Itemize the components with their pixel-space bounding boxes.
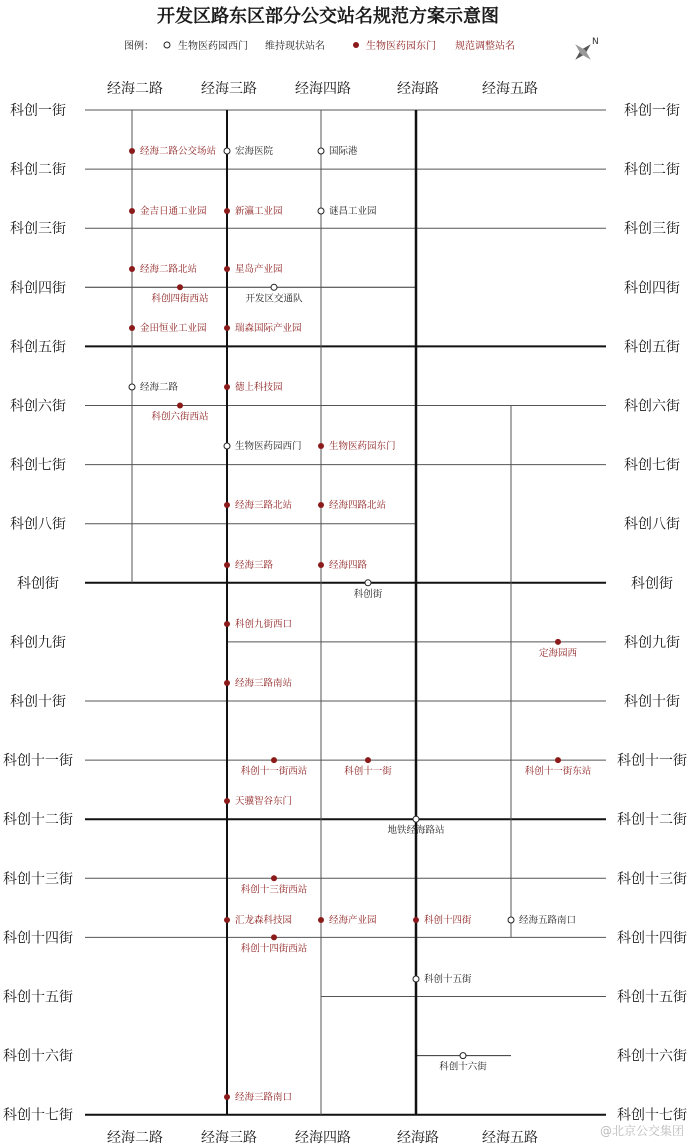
bus-stop	[224, 440, 302, 452]
bus-stop	[129, 145, 217, 157]
map-title: 开发区路东区部分公交站名规范方案示意图	[157, 6, 499, 27]
stop-label: 科创十六街	[439, 1061, 487, 1073]
stop-label: 经海四路北站	[329, 500, 387, 511]
street-label-right: 科创十二街	[617, 812, 687, 829]
legend-adjust-desc: 规范调整站名	[455, 41, 515, 52]
street-label-left: 科创八街	[10, 516, 66, 533]
street-label-left: 科创十七街	[3, 1107, 73, 1124]
stop-label: 经海二路	[140, 382, 179, 393]
stop-keep-marker	[508, 917, 514, 923]
bus-stop	[318, 499, 387, 511]
bus-stops	[129, 145, 592, 1103]
bus-stop	[129, 381, 179, 393]
bus-stop	[224, 618, 292, 630]
bus-stop	[129, 322, 207, 334]
road-network	[85, 110, 606, 1115]
stop-label: 经海五路南口	[519, 915, 577, 926]
street-label-right: 科创七街	[624, 457, 680, 474]
street-label-right: 科创一街	[624, 103, 680, 119]
stop-label: 金吉日通工业园	[140, 206, 207, 217]
stop-label: 科创十一街	[344, 766, 392, 778]
stop-label: 科创十五街	[424, 974, 472, 985]
stop-adjust-marker	[177, 403, 183, 409]
bus-stop	[318, 145, 358, 157]
street-label-right: 科创十一街	[617, 753, 687, 770]
road-label-jh3-top: 经海三路	[201, 81, 257, 97]
street-label-left: 科创十街	[10, 694, 66, 710]
stop-label: 经海四路	[329, 560, 368, 571]
stop-keep-marker	[224, 148, 230, 154]
street-label-right: 科创街	[631, 575, 673, 592]
watermark: @北京公交集团	[599, 1124, 684, 1138]
street-label-left: 科创十六街	[3, 1048, 73, 1065]
stop-adjust-marker	[224, 384, 230, 390]
stop-adjust-marker	[224, 208, 230, 214]
stop-keep-marker	[224, 443, 230, 449]
stop-adjust-marker	[129, 266, 135, 272]
street-label-right: 科创二街	[624, 162, 680, 179]
stop-label: 科创十四街西站	[240, 943, 308, 955]
bus-stop	[224, 205, 283, 217]
bus-stop	[318, 440, 396, 452]
stop-adjust-marker	[224, 562, 230, 568]
street-label-left: 科创四街	[10, 280, 66, 297]
street-label-left: 科创九街	[10, 634, 66, 651]
stop-adjust-marker	[365, 757, 371, 763]
bus-stop	[318, 559, 368, 571]
bus-stop	[129, 263, 198, 275]
street-label-right: 科创十四街	[617, 930, 687, 947]
stop-label: 星岛产业园	[235, 264, 283, 275]
bus-stop	[413, 914, 472, 926]
stop-adjust-marker	[413, 917, 419, 923]
road-label-jh3-bottom: 经海三路	[201, 1130, 257, 1146]
stop-label: 科创六街西站	[151, 411, 209, 423]
road-label-jh5-bottom: 经海五路	[482, 1130, 538, 1146]
stop-label: 瑞森国际产业园	[235, 323, 302, 334]
street-label-left: 科创街	[17, 575, 59, 592]
legend-prefix: 图例：	[124, 41, 154, 52]
stop-label: 新瀛工业园	[235, 206, 283, 217]
bus-stop	[129, 205, 207, 217]
stop-adjust-marker	[129, 325, 135, 331]
bus-stop	[224, 914, 292, 926]
street-label-right: 科创十街	[624, 694, 680, 710]
street-label-right: 科创五街	[624, 339, 680, 356]
stop-adjust-marker	[318, 443, 324, 449]
legend-adjust-example: 生物医药园东门	[366, 41, 436, 52]
bus-stop	[224, 263, 283, 275]
bus-stop	[224, 145, 274, 157]
stop-keep-marker	[318, 208, 324, 214]
street-label-right: 科创四街	[624, 280, 680, 297]
bus-stop	[318, 205, 377, 217]
stop-adjust-marker	[271, 934, 277, 940]
bus-stop	[508, 914, 576, 926]
road-label-jh5-top: 经海五路	[482, 81, 538, 97]
bus-stop	[224, 559, 274, 571]
stop-label: 科创十四街	[424, 915, 472, 926]
legend-keep-example: 生物医药园西门	[178, 41, 248, 52]
street-label-right: 科创十三街	[617, 871, 687, 888]
legend-keep-marker	[164, 42, 170, 48]
stop-keep-marker	[271, 284, 277, 290]
stop-adjust-marker	[224, 917, 230, 923]
stop-label: 经海二路北站	[140, 264, 198, 275]
bus-stop	[224, 381, 283, 393]
stop-adjust-marker	[129, 148, 135, 154]
road-label-jh4-top: 经海四路	[295, 81, 351, 97]
stop-label: 经海产业园	[329, 915, 377, 926]
stop-label: 生物医药园东门	[329, 441, 396, 452]
stop-adjust-marker	[224, 798, 230, 804]
bus-stop	[224, 677, 293, 689]
stop-label: 经海二路公交场站	[140, 146, 217, 157]
street-label-right: 科创十五街	[617, 989, 687, 1006]
stop-label: 国际港	[329, 146, 358, 157]
stop-label: 经海三路	[235, 560, 274, 571]
bus-stop	[413, 973, 472, 985]
stop-label: 宏海医院	[235, 146, 274, 157]
street-label-right: 科创八街	[624, 516, 680, 533]
stop-label: 科创十一街东站	[524, 766, 592, 778]
bus-stop	[224, 499, 293, 511]
street-label-left: 科创十二街	[3, 812, 73, 829]
street-label-left: 科创十四街	[3, 930, 73, 947]
stop-adjust-marker	[129, 208, 135, 214]
stop-keep-marker	[413, 976, 419, 982]
stop-label: 定海园西	[538, 647, 578, 659]
street-label-left: 科创二街	[10, 162, 66, 179]
road-label-jh2-top: 经海二路	[107, 81, 163, 97]
stop-keep-marker	[129, 384, 135, 390]
stop-label: 汇龙森科技园	[235, 915, 293, 926]
street-label-right: 科创六街	[624, 398, 680, 415]
legend-adjust-marker	[353, 42, 359, 48]
stop-adjust-marker	[224, 266, 230, 272]
stop-label: 科创九街西口	[235, 619, 293, 630]
road-labels	[107, 81, 538, 1146]
stop-adjust-marker	[318, 502, 324, 508]
stop-adjust-marker	[177, 284, 183, 290]
stop-adjust-marker	[318, 562, 324, 568]
stop-label: 科创十一街西站	[240, 766, 308, 778]
bus-stop	[224, 795, 292, 807]
stop-label: 经海三路北站	[235, 500, 293, 511]
legend-keep-desc: 维持现状站名	[265, 41, 325, 52]
street-label-right: 科创十七街	[617, 1107, 687, 1124]
street-label-left: 科创六街	[10, 398, 66, 415]
stop-keep-marker	[413, 816, 419, 822]
stop-label: 科创十三街西站	[240, 884, 308, 896]
stop-label: 开发区交通队	[245, 293, 303, 305]
compass-label: N	[592, 37, 599, 47]
stop-keep-marker	[318, 148, 324, 154]
stop-adjust-marker	[224, 680, 230, 686]
street-label-left: 科创一街	[10, 103, 66, 119]
street-label-left: 科创七街	[10, 457, 66, 474]
stop-label: 德上科技园	[235, 382, 283, 393]
stop-adjust-marker	[224, 502, 230, 508]
bus-stop	[224, 1091, 292, 1103]
street-label-right: 科创十六街	[617, 1048, 687, 1065]
street-label-left: 科创十五街	[3, 989, 73, 1006]
street-label-right: 科创九街	[624, 634, 680, 651]
stop-label: 科创四街西站	[151, 293, 209, 305]
stop-label: 经海三路南站	[235, 678, 293, 689]
road-label-jh-bottom: 经海路	[397, 1130, 439, 1146]
street-label-right: 科创三街	[624, 221, 680, 238]
stop-label: 天骥智谷东门	[235, 796, 293, 807]
stop-adjust-marker	[224, 325, 230, 331]
road-label-jh2-bottom: 经海二路	[107, 1130, 163, 1146]
stop-adjust-marker	[555, 757, 561, 763]
stop-adjust-marker	[271, 875, 277, 881]
bus-stop	[224, 322, 302, 334]
stop-keep-marker	[460, 1053, 466, 1059]
road-label-jh4-bottom: 经海四路	[295, 1130, 351, 1146]
stop-label: 科创街	[353, 588, 383, 600]
stop-adjust-marker	[555, 639, 561, 645]
stop-adjust-marker	[224, 1094, 230, 1100]
bus-stop	[318, 914, 377, 926]
stop-adjust-marker	[271, 757, 277, 763]
stop-adjust-marker	[318, 917, 324, 923]
street-label-left: 科创十三街	[3, 871, 73, 888]
stop-label: 经海三路南口	[235, 1092, 293, 1103]
stop-keep-marker	[365, 580, 371, 586]
stop-adjust-marker	[224, 621, 230, 627]
street-label-left: 科创十一街	[3, 753, 73, 770]
stop-label: 生物医药园西门	[235, 441, 302, 452]
compass-icon	[573, 37, 599, 62]
stop-label: 金田恒业工业园	[140, 323, 207, 334]
stop-label: 谜昌工业园	[329, 206, 377, 217]
street-label-left: 科创三街	[10, 221, 66, 238]
stop-label: 地铁经海路站	[387, 825, 445, 837]
street-labels	[3, 102, 687, 1124]
street-label-left: 科创五街	[10, 339, 66, 356]
legend	[124, 39, 515, 52]
road-label-jh-top: 经海路	[397, 81, 439, 97]
